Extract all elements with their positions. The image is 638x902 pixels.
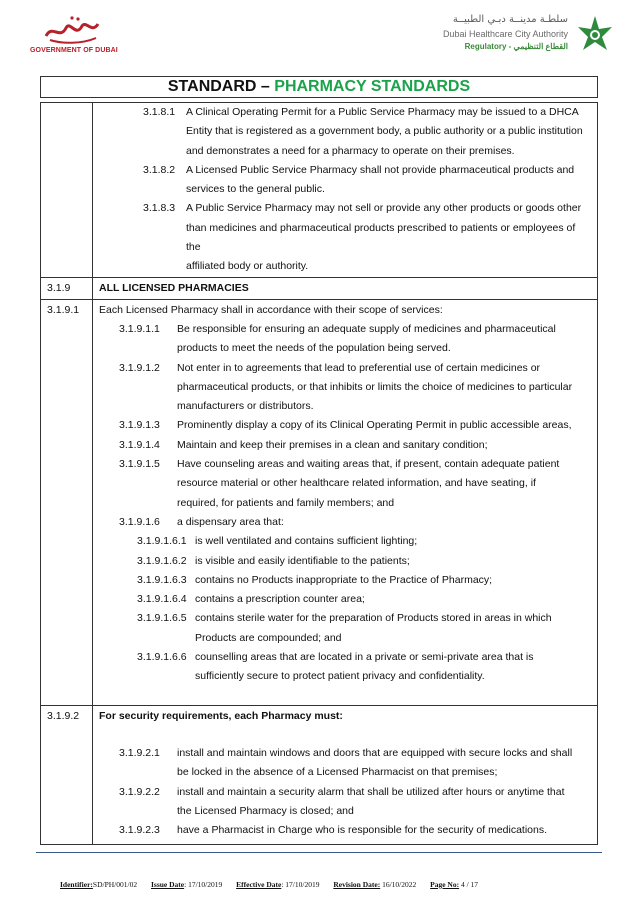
dhcr-logo: [410, 14, 620, 60]
identifier-label: Identifier:: [60, 880, 93, 889]
title-prefix: STANDARD –: [167, 78, 270, 95]
dhcr-arabic-name: سلطـة مدينــة دبـي الطبيــة: [452, 14, 568, 25]
item-text: pharmaceutical products, or that inhibits or limits the choice of medicines to particular: [177, 380, 573, 393]
item-text: be locked in the absence of a Licensed Pharmacist on that premises;: [177, 766, 498, 779]
effective-date-value: : 17/10/2019: [281, 880, 320, 889]
title-name: PHARMACY STANDARDS: [274, 78, 471, 95]
item-text: install and maintain a security alarm that shall be utilized after hours or anytime that: [177, 785, 565, 798]
item-text: is visible and easily identifiable to the patients;: [195, 554, 410, 567]
list-item: [143, 199, 591, 276]
item-number: 3.1.9.1.3: [119, 419, 160, 432]
list-item: [99, 436, 591, 455]
list-item: [99, 532, 591, 551]
table-row: [41, 705, 597, 845]
logo-caption: GOVERNMENT OF DUBAI: [30, 47, 118, 54]
dhcr-star-icon: [574, 14, 616, 56]
item-number: 3.1.9.1.6.2: [137, 554, 187, 567]
table-row: [41, 299, 597, 705]
list-item: [99, 359, 591, 417]
list-item: [99, 416, 591, 435]
table-row: [41, 277, 597, 299]
item-text: Prominently display a copy of its Clinical Operating Permit in public accessible areas,: [177, 419, 572, 432]
identifier-value: SD/PH/001/02: [92, 880, 138, 889]
item-number: 3.1.9.2.1: [119, 746, 160, 759]
issue-date-value: : 17/10/2019: [184, 880, 223, 889]
item-number: 3.1.8.2: [143, 163, 176, 176]
list-item: [99, 783, 591, 822]
item-text: A Licensed Public Service Pharmacy shall not provide pharmaceutical products and: [186, 163, 575, 176]
issue-date-label: Issue Date: [150, 880, 185, 889]
item-number: 3.1.9.2.2: [119, 785, 160, 798]
item-number: 3.1.9.1.4: [119, 438, 160, 451]
dubai-calligraphy-logo-icon: [42, 14, 102, 44]
dhcr-regulatory: Regulatory - القطاع التنظيمي: [464, 42, 568, 51]
item-number: 3.1.9.1.6.1: [137, 535, 187, 548]
list-item: [99, 590, 591, 609]
item-number: 3.1.9.1.1: [119, 322, 160, 335]
item-number: 3.1.9.1.6.4: [137, 593, 187, 606]
document-title: [40, 76, 598, 98]
item-number: 3.1.9.1.2: [119, 361, 160, 374]
section-number: 3.1.9.1: [47, 303, 80, 316]
item-text: manufacturers or distributors.: [177, 400, 314, 413]
item-number: 3.1.9.1.6: [119, 515, 160, 528]
item-text: products to meet the needs of the population being served.: [177, 342, 451, 355]
item-number: 3.1.9.1.6.5: [137, 612, 187, 625]
item-text: contains a prescription counter area;: [195, 593, 365, 606]
page-footer: [60, 880, 478, 889]
list-item: [99, 552, 591, 571]
item-number: 3.1.9.1.5: [119, 458, 160, 471]
item-text: services to the general public.: [186, 183, 325, 196]
item-text: Have counseling areas and waiting areas that, if present, contain adequate patient: [177, 458, 560, 471]
government-of-dubai-logo: [30, 14, 118, 58]
item-text: Maintain and keep their premises in a clean and sanitary condition;: [177, 438, 488, 451]
item-text: have a Pharmacist in Charge who is responsible for the security of medications.: [177, 824, 548, 837]
item-number: 3.1.9.1.6.6: [137, 651, 187, 664]
list-item: [99, 455, 591, 513]
item-number: 3.1.8.3: [143, 202, 176, 215]
item-text: Be responsible for ensuring an adequate supply of medicines and pharmaceutical: [177, 322, 556, 335]
item-text: Products are compounded; and: [195, 631, 342, 644]
item-text: sufficiently secure to protect patient privacy and confidentiality.: [195, 670, 485, 683]
item-number: 3.1.9.1.6.3: [137, 573, 187, 586]
page-number-value: 4 / 17: [459, 880, 479, 889]
item-text: is well ventilated and contains sufficient lighting;: [195, 535, 418, 548]
item-text: resource material or other healthcare related information, and have seating, if: [177, 477, 536, 490]
item-text: A Clinical Operating Permit for a Public Service Pharmacy may be issued to a DHCA: [186, 106, 579, 118]
item-text: Entity that is registered as a government body, a public authority or a public institution: [186, 125, 583, 138]
section-intro: Each Licensed Pharmacy shall in accordance with their scope of services:: [99, 303, 443, 316]
item-text: contains sterile water for the preparation of Products stored in areas in which: [195, 612, 552, 625]
item-text: a dispensary area that:: [177, 515, 284, 528]
list-item: [143, 103, 591, 161]
section-heading: For security requirements, each Pharmacy must:: [99, 709, 343, 722]
dhcr-english-name: Dubai Healthcare City Authority: [442, 29, 568, 39]
list-item: [99, 609, 591, 648]
item-text: the Licensed Pharmacy is closed; and: [177, 804, 354, 817]
list-item: [99, 571, 591, 590]
item-text: than medicines and pharmaceutical products prescribed to patients or employees of the: [186, 221, 576, 254]
section-number: 3.1.9.2: [47, 709, 80, 722]
item-text: required, for patients and family members; and: [177, 496, 395, 509]
list-item: [99, 320, 591, 359]
list-item: [99, 648, 591, 687]
effective-date-label: Effective Date: [236, 880, 282, 889]
item-text: install and maintain windows and doors that are equipped with secure locks and shall: [177, 746, 573, 759]
revision-date-value: 16/10/2022: [380, 880, 417, 889]
item-text: Not enter in to agreements that lead to preferential use of certain medicines or: [177, 361, 541, 374]
item-text: counselling areas that are located in a private or semi-private area that is: [195, 651, 534, 664]
item-text: A Public Service Pharmacy may not sell or provide any other products or goods other: [186, 202, 582, 215]
footer-divider: [36, 852, 602, 853]
section-number: 3.1.9: [47, 281, 71, 294]
item-text: contains no Products inappropriate to the Practice of Pharmacy;: [195, 573, 493, 586]
page-number-label: Page No:: [430, 880, 460, 889]
item-number: 3.1.9.2.3: [119, 824, 160, 837]
standards-table: [40, 102, 598, 845]
list-item: [99, 744, 591, 783]
revision-date-label: Revision Date:: [333, 880, 381, 889]
item-text: and demonstrates a need for a pharmacy to operate on their premises.: [186, 144, 515, 157]
list-item: [99, 821, 591, 840]
section-heading: ALL LICENSED PHARMACIES: [99, 281, 249, 294]
item-text: affiliated body or authority.: [186, 260, 309, 273]
table-row: [41, 103, 597, 277]
page-header: [0, 0, 638, 70]
list-item: [99, 513, 591, 532]
item-number: 3.1.8.1: [143, 106, 176, 118]
list-item: [143, 161, 591, 200]
